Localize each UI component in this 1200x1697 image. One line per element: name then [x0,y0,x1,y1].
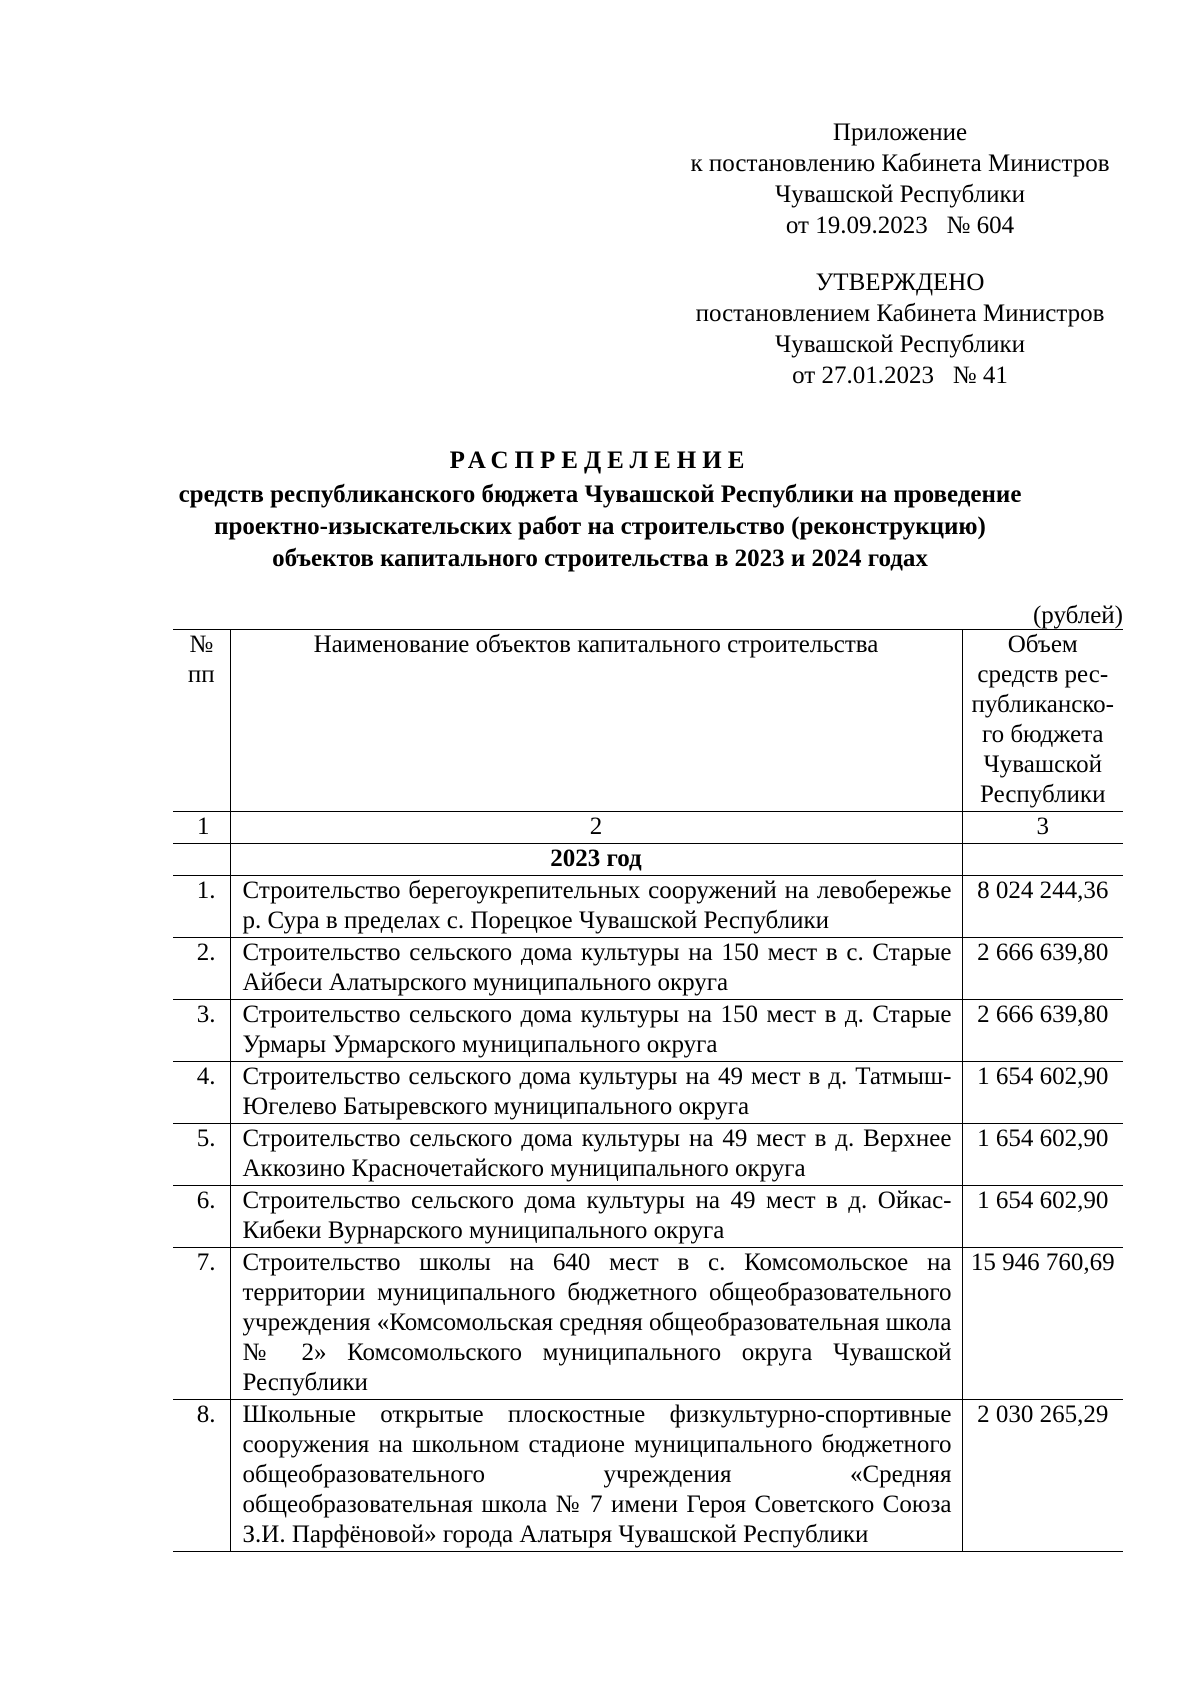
table-row [173,1186,1123,1248]
year-row-empty-amount [962,844,1123,876]
amount: 8 024 244,36 [962,876,1123,938]
distribution-table [173,629,1123,1552]
row-number: 7. [173,1248,230,1400]
column-number-3: 3 [962,812,1123,844]
object-name: Строительство сельского дома культуры на 49 мест в д. Ойкас-Кибеки Вурнарского муниципального округа [230,1186,962,1248]
units-label: (рублей) [1032,602,1123,629]
object-name: Строительство сельского дома культуры на 150 мест в д. Старые Урмары Урмарского муниципального округа [230,1000,962,1062]
row-number: 8. [173,1400,230,1552]
table-row [173,1062,1123,1124]
row-number: 1. [173,876,230,938]
title-line-1: средств республиканского бюджета Чувашской Республики на проведение [178,481,1022,508]
document-title [150,445,1050,575]
header-num: № пп [173,630,230,812]
approved-line-1: УТВЕРЖДЕНО [815,269,985,296]
approval-block [650,267,1150,391]
year-row-empty-num [173,844,230,876]
approved-line-2: постановлением Кабинета Министров [695,300,1105,327]
row-number: 5. [173,1124,230,1186]
table-row [173,1000,1123,1062]
title-line-2: проектно-изыскательских работ на строительство (реконструкцию) [214,513,986,540]
year-label: 2023 год [230,844,962,876]
object-name: Строительство школы на 640 мест в с. Комсомольское на территории муниципального бюджетного общеобразовательного учреждения «Комсомольская средняя общеобразовательная школа № 2» Комсомольского муниципального округа Чувашской Республики [230,1248,962,1400]
row-number: 3. [173,1000,230,1062]
amount: 15 946 760,69 [962,1248,1123,1400]
object-name: Строительство сельского дома культуры на 49 мест в д. Верхнее Аккозино Красночетайского муниципального округа [230,1124,962,1186]
table-header-row [173,630,1123,812]
table-row [173,876,1123,938]
header-volume: Объем средств рес- публиканско- го бюджета Чувашской Республики [962,630,1123,812]
appendix-line-2: к постановлению Кабинета Министров [690,150,1110,177]
amount: 1 654 602,90 [962,1124,1123,1186]
column-number-1: 1 [173,812,230,844]
row-number: 6. [173,1186,230,1248]
year-row [173,844,1123,876]
approved-line-4: от 27.01.2023 № 41 [792,362,1008,389]
amount: 1 654 602,90 [962,1186,1123,1248]
column-number-2: 2 [230,812,962,844]
object-name: Строительство сельского дома культуры на 49 мест в д. Татмыш-Югелево Батыревского муниципального округа [230,1062,962,1124]
object-name: Школьные открытые плоскостные физкультурно-спортивные сооружения на школьном стадионе муниципального бюджетного общеобразовательного учреждения «Средняя общеобразовательная школа № 7 имени Героя Советского Союза З.И. Парфёновой» города Алатыря Чувашской Республики [230,1400,962,1552]
table-row [173,1400,1123,1552]
amount: 1 654 602,90 [962,1062,1123,1124]
header-name: Наименование объектов капитального строительства [230,630,962,812]
table-row [173,1248,1123,1400]
object-name: Строительство берегоукрепительных сооружений на левобережье р. Сура в пределах с. Порецкое Чувашской Республики [230,876,962,938]
amount: 2 030 265,29 [962,1400,1123,1552]
table-row [173,938,1123,1000]
appendix-block [650,117,1150,241]
appendix-line-3: Чувашской Республики [774,181,1026,208]
title-heading: РАСПРЕДЕЛЕНИЕ [449,447,751,474]
appendix-line-4: от 19.09.2023 № 604 [785,212,1015,239]
table-row [173,1124,1123,1186]
appendix-line-1: Приложение [832,119,968,146]
row-number: 4. [173,1062,230,1124]
amount: 2 666 639,80 [962,938,1123,1000]
approved-line-3: Чувашской Республики [774,331,1026,358]
row-number: 2. [173,938,230,1000]
column-number-row [173,812,1123,844]
object-name: Строительство сельского дома культуры на 150 мест в с. Старые Айбеси Алатырского муниципального округа [230,938,962,1000]
amount: 2 666 639,80 [962,1000,1123,1062]
title-line-3: объектов капитального строительства в 2023 и 2024 годах [272,545,928,572]
